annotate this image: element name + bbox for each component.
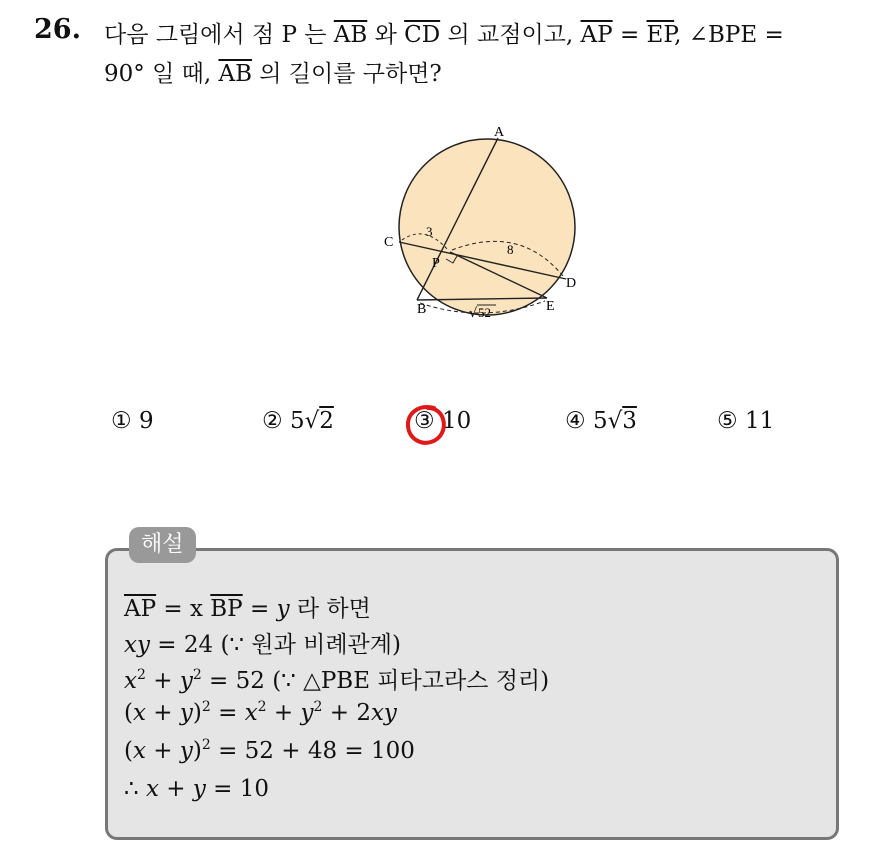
question-text: 와 [374,22,397,48]
choice-number: ④ [565,408,586,434]
choice-number: ② [262,408,283,434]
choice-radicand: 3 [622,408,637,434]
choice-2[interactable] [262,408,334,434]
label-a: A [494,125,505,140]
choice-number: ① [111,408,132,434]
choice-4[interactable] [565,408,637,434]
label-d: D [566,276,577,291]
length-pd: 8 [507,242,514,257]
segment-ab: $\overline{AB}$ [333,22,368,48]
question-text: 90° 일 때, [104,61,212,87]
question-text: 다음 그림에서 점 P 는 [104,22,327,48]
label-p: P [432,256,440,271]
choice-value: 10 [441,408,472,434]
question-text: 의 교점이고, [447,22,574,48]
equals-sign: = [619,22,640,48]
choice-coef: 5 [592,408,608,434]
choice-value: 9 [138,408,154,434]
sqrt-sign: √ [607,408,623,434]
angle-condition: , ∠BPE = [674,22,784,48]
solution-line-4: $(x + y)^2 = x^2 + y^2 + 2xy$ [124,699,397,726]
question-text: 의 길이를 구하면? [259,61,442,87]
choice-5[interactable] [717,408,774,434]
choice-number: ③ [414,408,435,434]
choice-coef: 5 [289,408,305,434]
solution-line-2: xy = 24 (∵ 원과 비례관계) [124,632,401,658]
label-c: C [384,235,394,250]
length-be-root: √ [469,306,478,321]
solution-line-6: ∴ x + y = 10 [124,776,270,802]
segment-ap: $\overline{AP}$ [580,22,613,48]
segment-ab: $\overline{AB}$ [218,61,252,87]
circle-figure [370,124,610,324]
solution-line-1: $\overline{AP} = x$ $\overline{BP} = y$ 라 하면 [124,596,371,622]
length-cp: 3 [426,224,433,239]
solution-line-3: $x^2 + y^2 = 52$ (∵ △PBE 피타고라스 정리) [124,667,550,694]
choice-number: ⑤ [717,408,738,434]
sqrt-sign: √ [304,408,320,434]
answer-circle-mark-icon [404,402,448,448]
segment-cd: $\overline{CD}$ [404,22,441,48]
label-e: E [546,299,555,314]
segment-ep: $\overline{EP}$ [646,22,675,48]
choice-1[interactable] [111,408,154,434]
solution-tag: 해설 [129,527,196,563]
choice-value: 11 [744,408,775,434]
length-be: 52 [478,305,491,320]
question-line-2 [104,55,442,88]
label-b: B [417,302,427,317]
solution-line-5: $(x + y)^2 = 52 + 48 = 100$ [124,737,415,764]
question-number: 26. [34,14,81,45]
question-line-1 [104,16,784,49]
choice-radicand: 2 [319,408,334,434]
